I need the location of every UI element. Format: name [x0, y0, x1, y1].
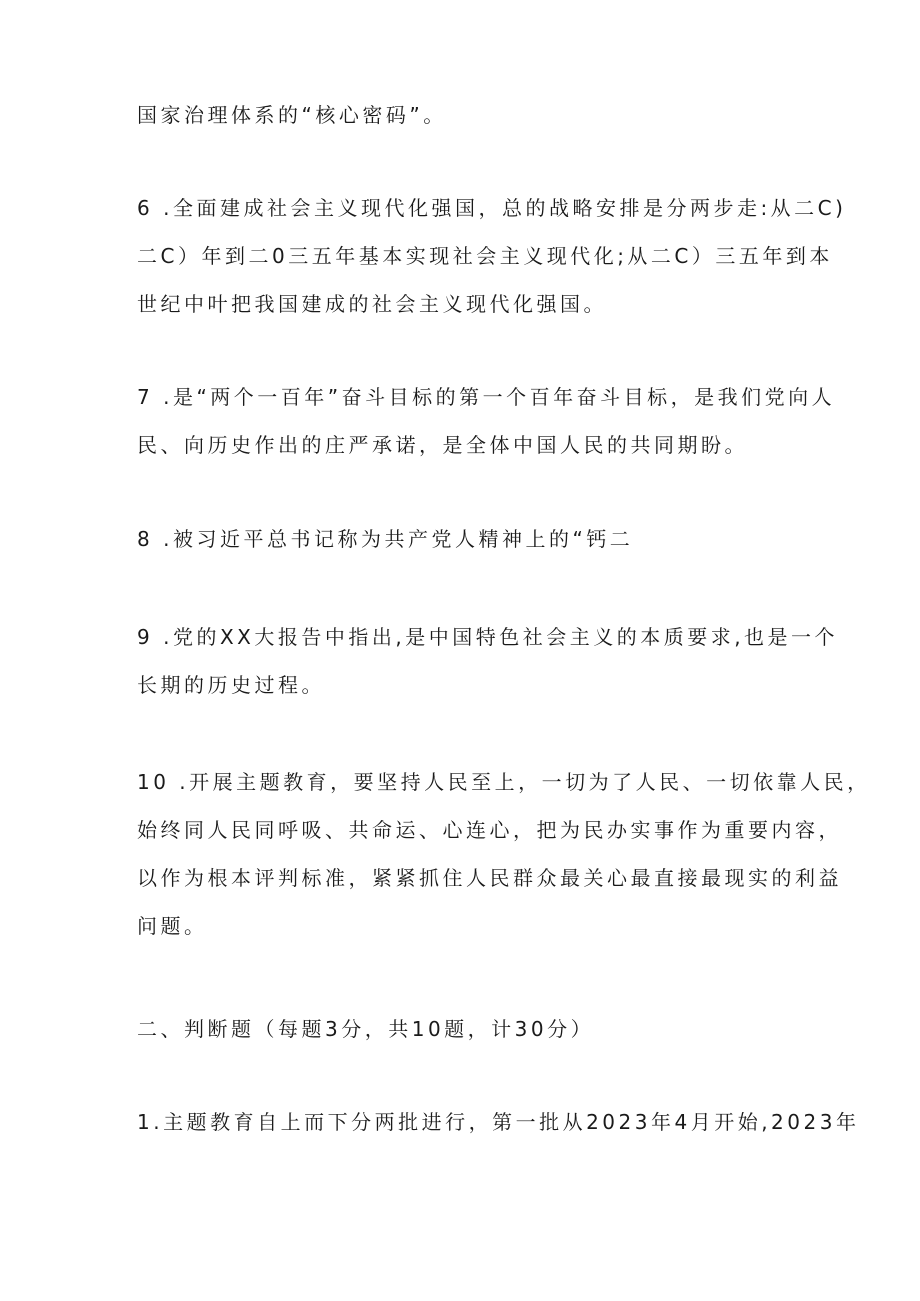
q10-line-2: 始终同人民同呼吸、共命运、心连心，把为民办实事作为重要内容， [137, 818, 842, 842]
q10-line-4: 问题。 [137, 914, 208, 938]
q5-tail-line: 国家治理体系的“核心密码”。 [137, 103, 447, 127]
q6-line-3: 世纪中叶把我国建成的社会主义现代化强国。 [137, 292, 607, 316]
tf1-line-1: 1.主题教育自上而下分两批进行，第一批从2023年4月开始,2023年 [137, 1110, 860, 1134]
q10-line-1: 10 .开展主题教育，要坚持人民至上，一切为了人民、一切依靠人民， [137, 770, 871, 794]
q6-line-1: 6 .全面建成社会主义现代化强国，总的战略安排是分两步走:从二C) [137, 196, 847, 220]
q7-line-2: 民、向历史作出的庄严承诺，是全体中国人民的共同期盼。 [137, 433, 748, 457]
q9-line-1: 9 .党的XX大报告中指出,是中国特色社会主义的本质要求,也是一个 [137, 625, 839, 649]
q10-line-3: 以作为根本评判标准，紧紧抓住人民群众最关心最直接最现实的利益 [137, 866, 842, 890]
q8-line-1: 8 .被习近平总书记称为共产党人精神上的“钙二 [137, 527, 634, 551]
q6-line-2: 二C）年到二0三五年基本实现社会主义现代化;从二C）三五年到本 [137, 244, 833, 268]
q7-line-1: 7 .是“两个一百年”奋斗目标的第一个百年奋斗目标，是我们党向人 [137, 385, 836, 409]
section-two-heading: 二、判断题（每题3分，共10题，计30分） [137, 1017, 595, 1041]
q9-line-2: 长期的历史过程。 [137, 673, 325, 697]
